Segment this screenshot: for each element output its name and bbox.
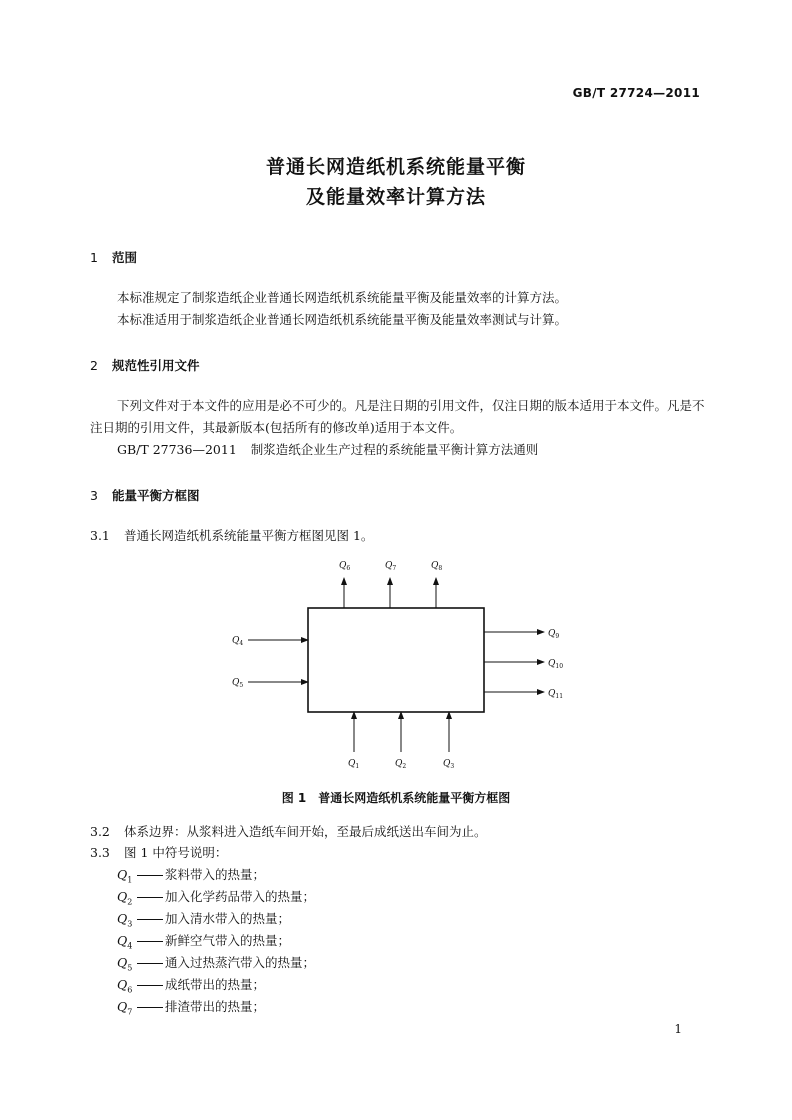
section-3-heading: [90, 486, 200, 504]
section-title: 范围: [112, 250, 138, 265]
legend-item: [117, 997, 265, 1019]
normative-reference: [117, 439, 717, 461]
label-q8: $Q_8$: [431, 561, 443, 572]
label-q9: $Q_9$: [548, 629, 560, 640]
legend-symbol: $Q_1$: [117, 867, 133, 885]
label-q1: $Q_1$: [348, 759, 360, 770]
legend-item: [117, 975, 265, 997]
clause-3-2: [90, 822, 487, 840]
legend-symbol: $Q_3$: [117, 911, 133, 929]
label-q5: $Q_5$: [232, 678, 244, 689]
legend-text: 新鲜空气带入的热量；: [165, 933, 291, 948]
legend-text: 通入过热蒸汽带入的热量；: [165, 955, 316, 970]
energy-balance-diagram: [220, 552, 580, 774]
figure-caption: 图 1 普通长网造纸机系统能量平衡方框图: [281, 791, 511, 805]
clause-number: 3.1: [90, 528, 110, 543]
standard-code: GB/T 27724—2011: [572, 86, 700, 100]
label-q6: $Q_6$: [339, 561, 351, 572]
clause-3-3: [90, 843, 227, 861]
reference-title: 制浆造纸企业生产过程的系统能量平衡计算方法通则: [250, 442, 539, 457]
legend-symbol: $Q_7$: [117, 999, 133, 1017]
document-title-line1: 普通长网造纸机系统能量平衡: [265, 156, 526, 178]
legend-item: [117, 909, 290, 931]
label-q11: $Q_{11}$: [548, 689, 564, 700]
section-number: 1: [90, 250, 98, 265]
section-2-heading: [90, 356, 200, 374]
legend-item: [117, 953, 315, 975]
page-number: 1: [674, 1022, 682, 1036]
clause-text: 图 1 中符号说明：: [124, 845, 228, 860]
legend-text: 浆料带入的热量；: [165, 867, 266, 882]
section-1-paragraph-1: 本标准规定了制浆造纸企业普通长网造纸机系统能量平衡及能量效率的计算方法。: [117, 290, 568, 305]
label-q4: $Q_4$: [232, 636, 244, 647]
legend-symbol: $Q_6$: [117, 977, 133, 995]
section-number: 2: [90, 358, 98, 373]
section-1-paragraph-2: 本标准适用于制浆造纸企业普通长网造纸机系统能量平衡及能量效率测试与计算。: [117, 312, 568, 327]
label-q10: $Q_{10}$: [548, 659, 564, 670]
legend-text: 排渣带出的热量；: [165, 999, 266, 1014]
legend-text: 加入清水带入的热量；: [165, 911, 291, 926]
legend-item: [117, 931, 290, 953]
label-q2: $Q_2$: [395, 759, 407, 770]
reference-code: GB/T 27736—2011: [117, 442, 237, 457]
legend-symbol: $Q_4$: [117, 933, 133, 951]
legend-item: [117, 865, 265, 887]
document-title-line2: 及能量效率计算方法: [305, 186, 486, 208]
legend-text: 加入化学药品带入的热量；: [165, 889, 316, 904]
label-q7: $Q_7$: [385, 561, 397, 572]
legend-text: 成纸带出的热量；: [165, 977, 266, 992]
system-boundary-box: [308, 608, 484, 712]
legend-symbol: $Q_5$: [117, 955, 133, 973]
section-title: 能量平衡方框图: [112, 488, 200, 503]
section-1-heading: [90, 248, 137, 266]
clause-number: 3.2: [90, 824, 110, 839]
clause-text: 普通长网造纸机系统能量平衡方框图见图 1。: [124, 528, 374, 543]
clause-text: 体系边界：从浆料进入造纸车间开始，至最后成纸送出车间为止。: [124, 824, 487, 839]
section-title: 规范性引用文件: [112, 358, 200, 373]
clause-number: 3.3: [90, 845, 110, 860]
section-2-paragraph-1: 下列文件对于本文件的应用是必不可少的。凡是注日期的引用文件，仅注日期的版本适用于本文件。凡是不注日期的引用文件，其最新版本(包括所有的修改单)适用于本文件。: [90, 398, 705, 435]
clause-3-1: [90, 526, 373, 544]
legend-item: [117, 887, 315, 909]
label-q3: $Q_3$: [443, 759, 455, 770]
section-number: 3: [90, 488, 98, 503]
legend-symbol: $Q_2$: [117, 889, 133, 907]
